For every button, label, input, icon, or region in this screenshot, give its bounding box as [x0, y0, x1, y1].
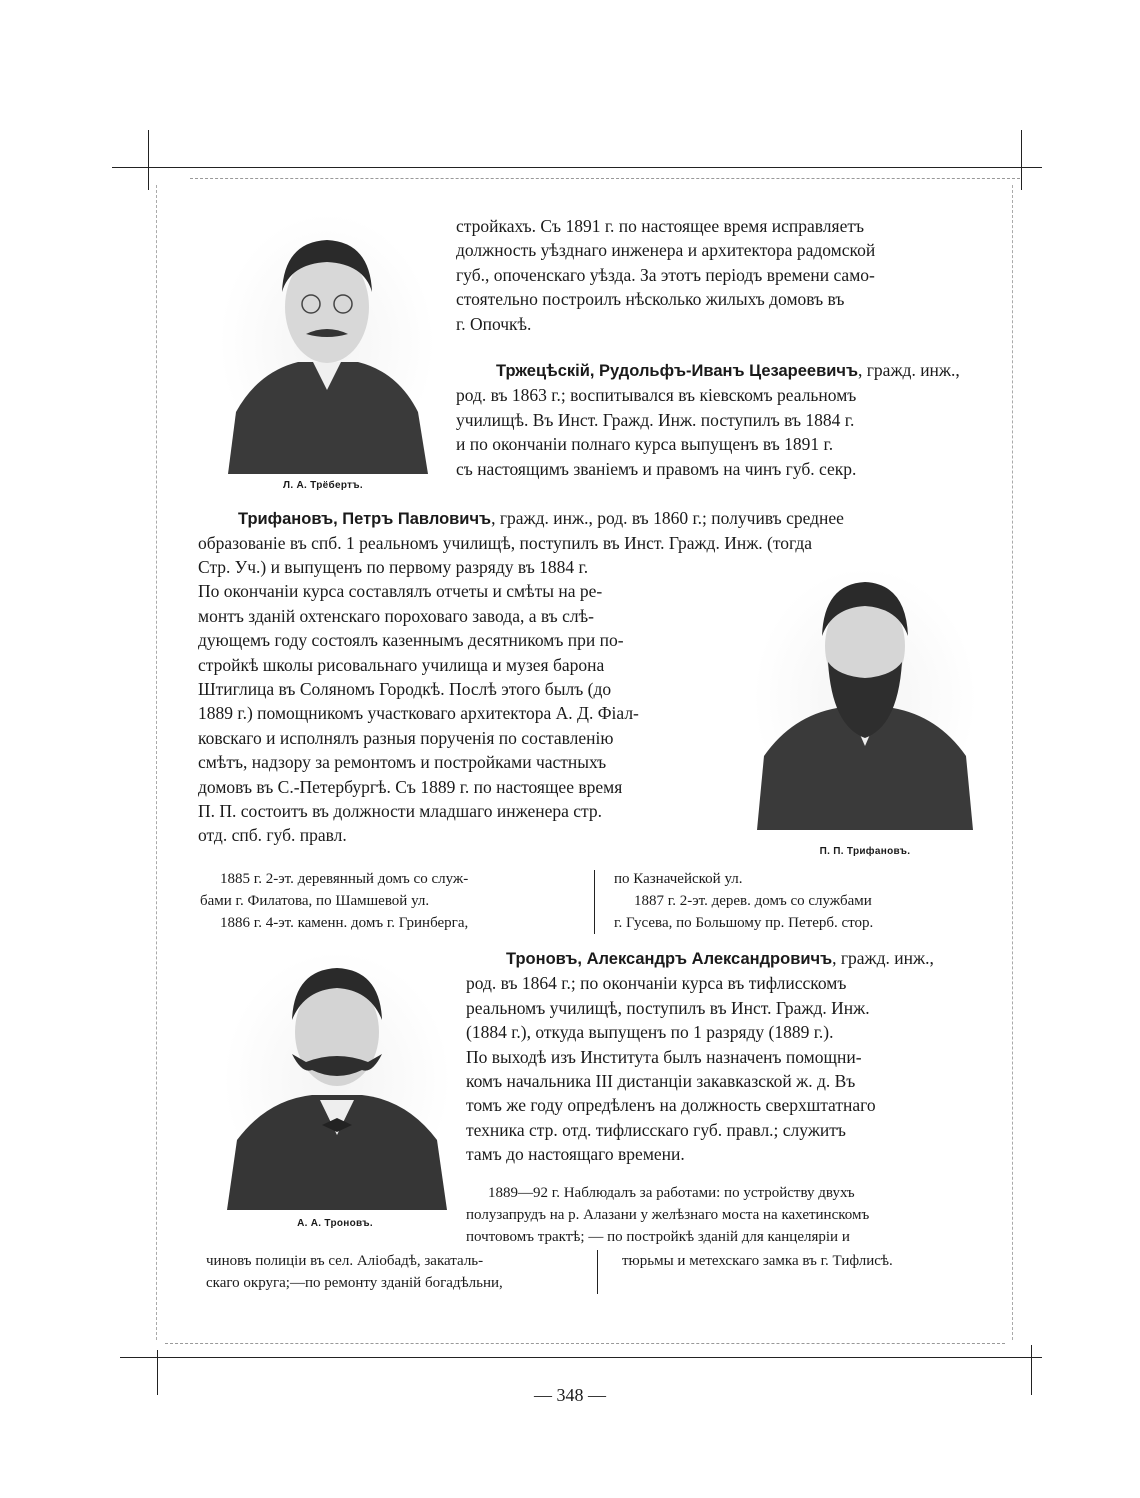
- tronov-works-right: [622, 1251, 992, 1273]
- tronov-works-line: 1889—92 г. Наблюдалъ за работами: по устройству двухъ: [488, 1185, 855, 1201]
- frame-left-dash: [156, 185, 157, 1340]
- tronov-line: техника стр. отд. тифлисскаго губ. правл.; служитъ: [466, 1119, 846, 1140]
- frame-top-rule: [112, 167, 1042, 168]
- trifanov-line: смѣтъ, надзору за ремонтомъ и постройками частныхъ: [198, 752, 607, 773]
- trzhetsesky-entry: [456, 358, 986, 481]
- trifanov-entry-head: [198, 506, 986, 556]
- tronov-line: , гражд. инж.,: [832, 948, 934, 968]
- frame-right-rule: [1021, 130, 1022, 190]
- trifanov-line: Стр. Уч.) и выпущенъ по первому разряду въ 1884 г.: [198, 557, 589, 577]
- tronov-line: По выходѣ изъ Института былъ назначенъ помощни-: [466, 1046, 862, 1067]
- tronov-works-top: [466, 1183, 990, 1248]
- top-line: стройкахъ. Съ 1891 г. по настоящее время исправляетъ: [456, 216, 865, 236]
- trifanov-line: ковскаго и исполнялъ разныя порученія по составленію: [198, 727, 614, 748]
- portrait-tronov-figure: [222, 950, 452, 1210]
- frame-bottom-left-rule: [157, 1350, 158, 1395]
- trzhetsesky-heading-line: [456, 358, 986, 383]
- portrait-trifanov-figure: [752, 566, 978, 830]
- trzhetsesky-name: Тржецѣскій, Рудольфъ-Иванъ Цезареевичъ: [496, 362, 858, 380]
- top-block-text: [456, 214, 986, 336]
- tronov-works-line: скаго округа;—по ремонту зданій богадѣльни,: [206, 1274, 503, 1291]
- trifanov-works-line: бами г. Филатова, по Шамшевой ул.: [200, 892, 430, 909]
- trifanov-line: монтъ зданій охтенскаго пороховаго завода, а въ слѣ-: [198, 605, 594, 626]
- tronov-works-line: почтовомъ трактѣ; — по постройкѣ зданій для канцеляріи и: [466, 1228, 850, 1245]
- frame-right-dash: [1012, 185, 1013, 1340]
- tronov-line: род. въ 1864 г.; по окончаніи курса въ тифлисскомъ: [466, 973, 847, 994]
- trifanov-works-right: [614, 869, 990, 934]
- top-line: стоятельно построилъ нѣсколько жилыхъ домовъ въ: [456, 289, 845, 310]
- trzhetsesky-line: съ настоящимъ званіемъ и правомъ на чинъ губ. секр.: [456, 458, 857, 479]
- caption-treberth: Л. А. Трёбертъ.: [283, 480, 363, 491]
- column-divider: [594, 870, 595, 934]
- frame-bottom-right-rule: [1031, 1345, 1032, 1395]
- trifanov-line: Штиглица въ Соляномъ Городкѣ. Послѣ этого былъ (до: [198, 679, 612, 700]
- trifanov-heading-line: [198, 506, 986, 531]
- trifanov-line: образованіе въ спб. 1 реальномъ училищѣ, поступилъ въ Инст. Гражд. Инж. (тогда: [198, 533, 813, 554]
- trifanov-line: 1889 г.) помощникомъ участковаго архитектора А. Д. Фіал-: [198, 703, 639, 724]
- trifanov-line: П. П. состоитъ въ должности младшаго инженера стр.: [198, 801, 603, 822]
- caption-tronov: А. А. Троновъ.: [297, 1218, 373, 1229]
- tronov-line: тамъ до настоящаго времени.: [466, 1144, 685, 1165]
- tronov-line: (1884 г.), откуда выпущенъ по 1 разряду (1889 г.).: [466, 1022, 834, 1043]
- trifanov-line: По окончаніи курса составлялъ отчеты и смѣты на ре-: [198, 581, 603, 602]
- page-number: — 348 —: [534, 1385, 606, 1405]
- portrait-treberth-figure: [218, 212, 436, 474]
- trifanov-line: дующемъ году состоялъ казеннымъ десятникомъ при по-: [198, 630, 624, 651]
- trifanov-works-line: 1885 г. 2-эт. деревянный домъ со служ-: [220, 871, 469, 887]
- trifanov-works-line: по Казначейской ул.: [614, 871, 743, 887]
- tronov-line: томъ же году опредѣленъ на должность сверхштатнаго: [466, 1095, 876, 1116]
- column-divider: [597, 1250, 598, 1294]
- trifanov-line: , гражд. инж., род. въ 1860 г.; получивъ среднее: [491, 508, 844, 528]
- caption-trifanov: П. П. Трифановъ.: [819, 846, 911, 857]
- portrait-tronov: [222, 950, 452, 1210]
- frame-bottom-rule: [120, 1357, 1042, 1358]
- trzhetsesky-line: и по окончаніи полнаго курса выпущенъ въ 1891 г.: [456, 434, 834, 455]
- tronov-line: комъ начальника III дистанціи закавказской ж. д. Въ: [466, 1071, 856, 1092]
- trifanov-line: домовъ въ С.-Петербургѣ. Съ 1889 г. по настоящее время: [198, 776, 623, 797]
- trifanov-line: отд. спб. губ. правл.: [198, 825, 347, 846]
- trzhetsesky-line: род. въ 1863 г.; воспитывался въ кіевскомъ реальномъ: [456, 385, 857, 406]
- tronov-works-line: тюрьмы и метехскаго замка въ г. Тифлисѣ.: [622, 1253, 893, 1269]
- tronov-entry: [466, 946, 988, 1167]
- tronov-name: Троновъ, Александръ Александровичъ: [506, 950, 833, 968]
- trifanov-works-line: 1886 г. 4-эт. каменн. домъ г. Гринберга,: [220, 914, 469, 931]
- top-line: губ., опоченскаго уѣзда. За этотъ періодъ времени само-: [456, 264, 875, 285]
- trzhetsesky-line: , гражд. инж.,: [858, 360, 960, 380]
- portrait-treberth: [218, 212, 436, 474]
- tronov-works-left: [206, 1251, 582, 1295]
- frame-left-rule: [148, 130, 149, 190]
- tronov-works-line: чиновъ полиціи въ сел. Аліобадѣ, закаталь-: [206, 1253, 484, 1269]
- trifanov-works-left: [200, 869, 576, 934]
- portrait-trifanov: [752, 566, 978, 830]
- tronov-works-line: полузапрудъ на р. Алазани у желѣзнаго моста на кахетинскомъ: [466, 1206, 870, 1223]
- frame-bottom-dash: [165, 1343, 1005, 1344]
- tronov-line: реальномъ училищѣ, поступилъ въ Инст. Гражд. Инж.: [466, 997, 870, 1018]
- trifanov-name: Трифановъ, Петръ Павловичъ: [238, 510, 492, 528]
- trzhetsesky-line: училищѣ. Въ Инст. Гражд. Инж. поступилъ въ 1884 г.: [456, 409, 855, 430]
- frame-top-dash: [190, 178, 1020, 179]
- trifanov-works-line: г. Гусева, по Большому пр. Петерб. стор.: [614, 914, 874, 931]
- trifanov-works-line: 1887 г. 2-эт. дерев. домъ со службами: [634, 892, 872, 909]
- tronov-heading-line: [466, 946, 988, 971]
- top-line: г. Опочкѣ.: [456, 313, 532, 334]
- top-line: должность уѣзднаго инженера и архитектора радомской: [456, 240, 876, 261]
- trifanov-line: стройкѣ школы рисовальнаго училища и музея барона: [198, 654, 605, 675]
- trifanov-entry-body: [198, 555, 726, 848]
